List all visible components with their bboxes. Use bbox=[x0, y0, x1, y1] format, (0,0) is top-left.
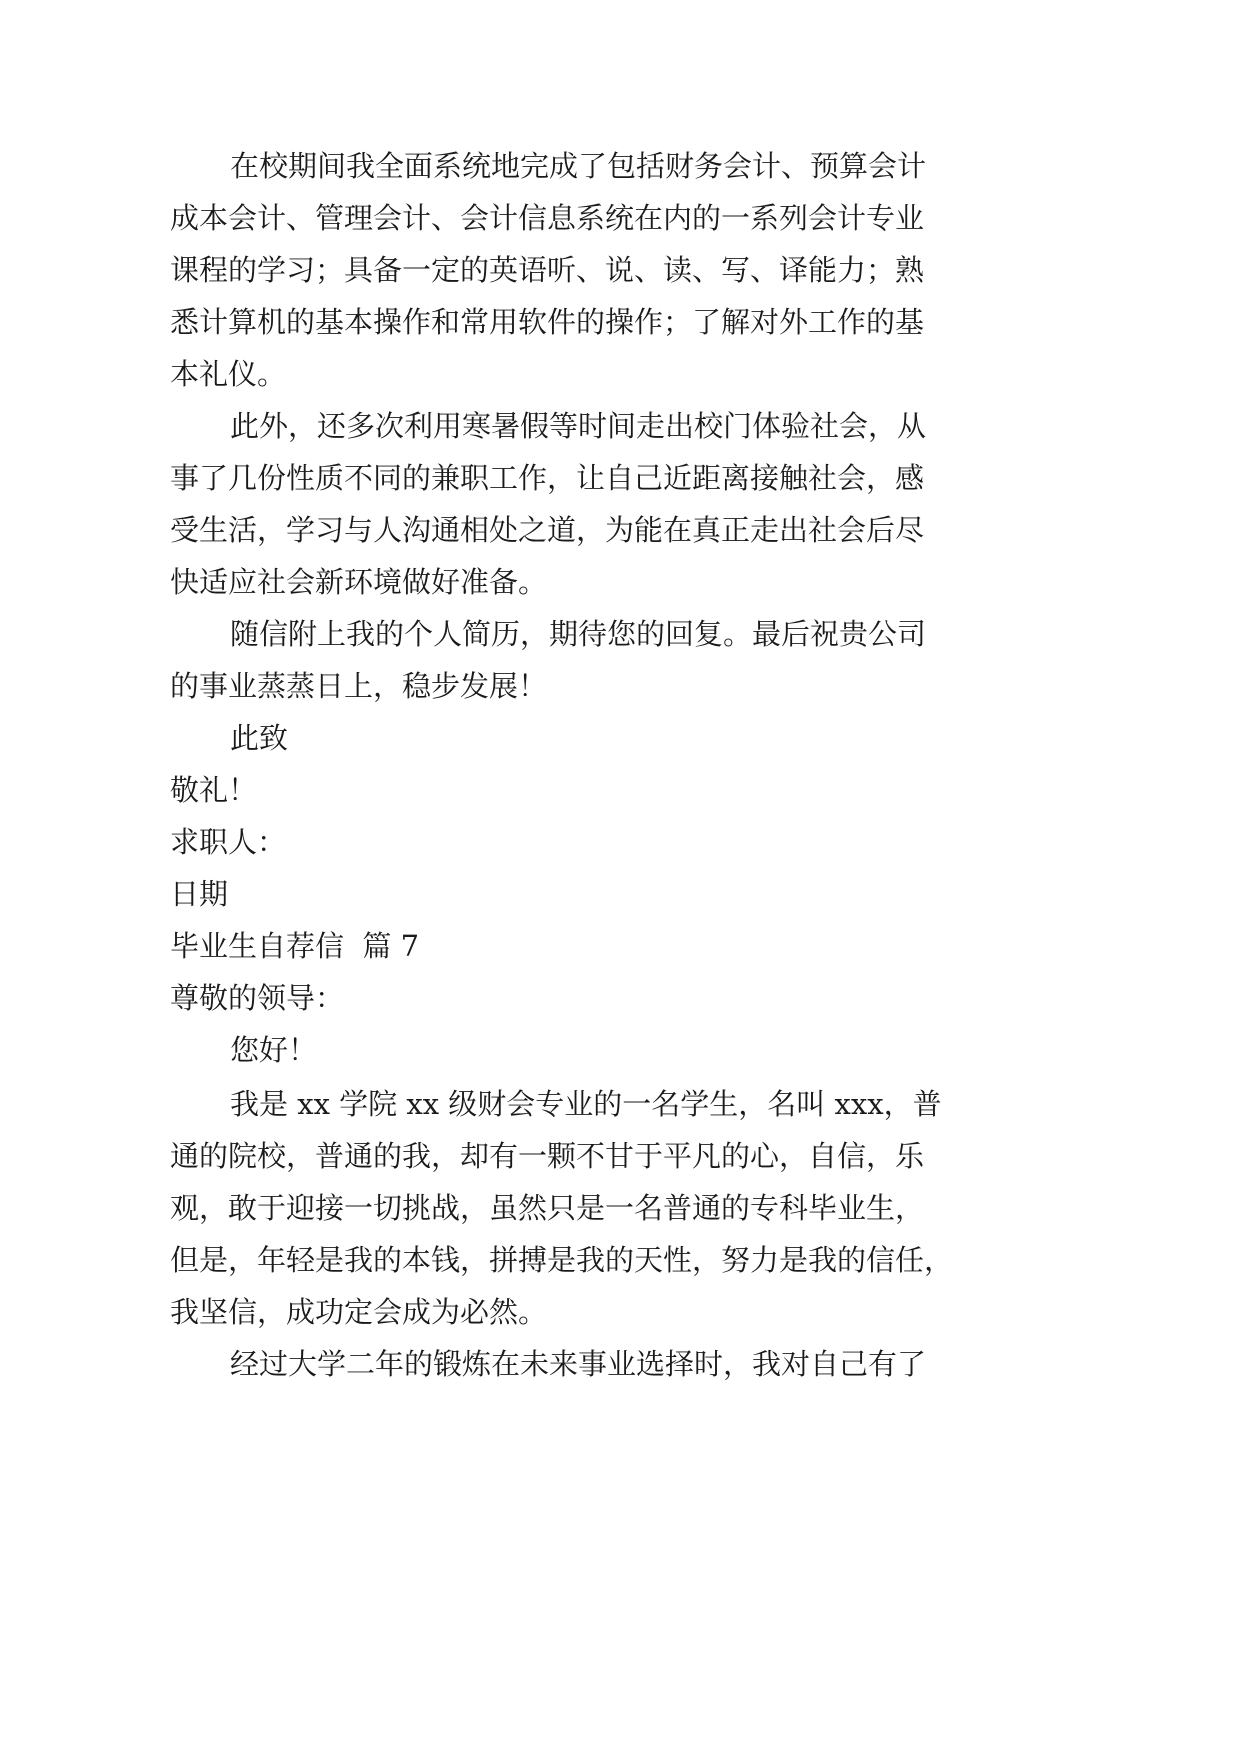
text-line bbox=[170, 1242, 1241, 1278]
date-line bbox=[170, 876, 1241, 912]
line-text: 本礼仪。 bbox=[170, 357, 287, 391]
text-line bbox=[230, 408, 1241, 444]
line-text: 尊敬的领导： bbox=[170, 981, 345, 1015]
text-line bbox=[170, 460, 1241, 496]
line-text: 但是，年轻是我的本钱，拼搏是我的天性，努力是我的信任， bbox=[170, 1243, 954, 1277]
line-text: 此外，还多次利用寒暑假等时间走出校门体验社会，从 bbox=[230, 409, 927, 443]
text-line bbox=[170, 200, 1241, 236]
text-line bbox=[170, 252, 1241, 288]
text-line bbox=[170, 356, 1241, 392]
line-text: 我坚信，成功定会成为必然。 bbox=[170, 1295, 548, 1329]
text-line bbox=[170, 1138, 1241, 1174]
line-text: 在校期间我全面系统地完成了包括财务会计、预算会计 bbox=[230, 149, 927, 183]
text-line bbox=[230, 1086, 1241, 1122]
line-text: 课程的学习；具备一定的英语听、说、读、写、译能力；熟 bbox=[170, 253, 925, 287]
line-text: 敬礼！ bbox=[170, 773, 258, 807]
text-line bbox=[170, 304, 1241, 340]
line-text: 经过大学二年的锻炼在未来事业选择时，我对自己有了 bbox=[230, 1347, 927, 1381]
line-text: 事了几份性质不同的兼职工作，让自己近距离接触社会，感 bbox=[170, 461, 925, 495]
line-text: 随信附上我的个人简历，期待您的回复。最后祝贵公司 bbox=[230, 617, 927, 651]
line-text: 观，敢于迎接一切挑战，虽然只是一名普通的专科毕业生， bbox=[170, 1191, 925, 1225]
text-line bbox=[230, 616, 1241, 652]
text-line bbox=[170, 1294, 1241, 1330]
text-line bbox=[170, 564, 1241, 600]
section-heading bbox=[170, 928, 1241, 964]
text-line bbox=[230, 1346, 1241, 1382]
line-text: 此致 bbox=[230, 721, 289, 755]
text-line bbox=[230, 148, 940, 184]
line-text: 受生活，学习与人沟通相处之道，为能在真正走出社会后尽 bbox=[170, 513, 925, 547]
heading-text: 毕业生自荐信 篇 7 bbox=[170, 929, 420, 963]
line-text: 的事业蒸蒸日上，稳步发展！ bbox=[170, 669, 548, 703]
line-text: 快适应社会新环境做好准备。 bbox=[170, 565, 548, 599]
line-text: 成本会计、管理会计、会计信息系统在内的一系列会计专业 bbox=[170, 201, 925, 235]
greeting-line bbox=[230, 1032, 1241, 1068]
line-text: 求职人： bbox=[170, 825, 287, 859]
line-text: 悉计算机的基本操作和常用软件的操作；了解对外工作的基 bbox=[170, 305, 925, 339]
line-text: 通的院校，普通的我，却有一颗不甘于平凡的心，自信，乐 bbox=[170, 1139, 925, 1173]
closing-line bbox=[170, 772, 1241, 808]
salutation-line bbox=[170, 980, 1241, 1016]
closing-line bbox=[230, 720, 1241, 756]
text-line bbox=[170, 1190, 1241, 1226]
line-text: 日期 bbox=[170, 877, 229, 911]
line-text: 您好！ bbox=[230, 1033, 318, 1067]
text-line bbox=[170, 512, 1241, 548]
signature-line bbox=[170, 824, 1241, 860]
line-text: 我是 xx 学院 xx 级财会专业的一名学生，名叫 xxx，普 bbox=[230, 1087, 942, 1121]
text-line bbox=[170, 668, 1241, 704]
